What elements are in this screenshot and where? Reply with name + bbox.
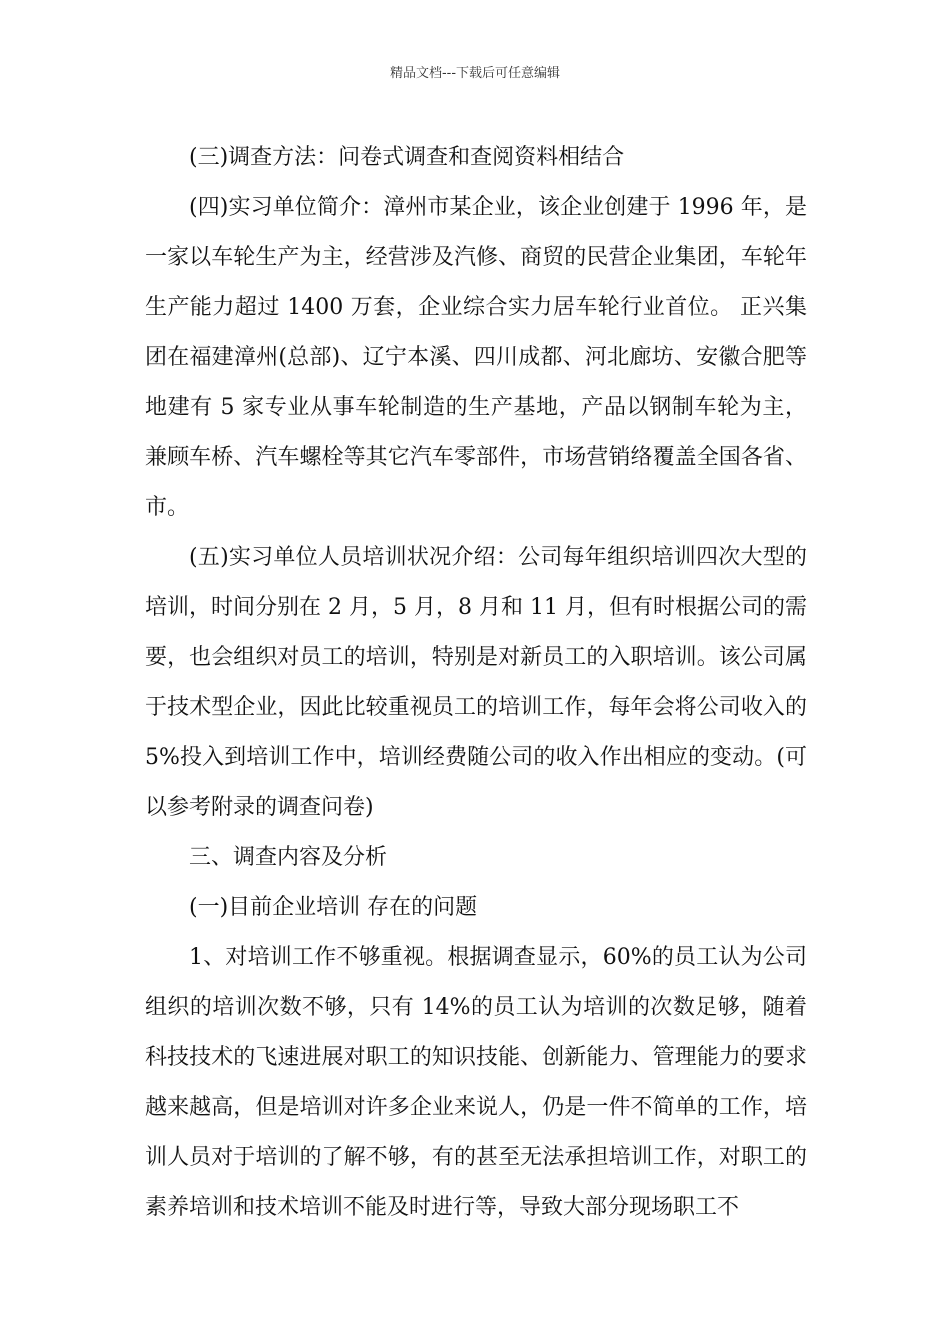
paragraph-company-profile: (四)实习单位简介：漳州市某企业，该企业创建于 1996 年，是一家以车轮生产为主，经营涉及汽修、商贸的民营企业集团，车轮年生产能力超过 1400 万套，企业综合实力居车轮行业首位。 正兴集团在福建漳州(总部)、辽宁本溪、四川成都、河北廊坊、安徽合肥等地建有 5 家专业从事车轮制造的生产基地，产品以钢制车轮为主，兼顾车桥、汽车螺栓等其它汽车零部件，市场营销络覆盖全国各省、市。 [145,195,807,520]
paragraph-training-overview: (五)实习单位人员培训状况介绍：公司每年组织培训四次大型的培训，时间分别在 2 月，5 月，8 月和 11 月，但有时根据公司的需要，也会组织对员工的培训，特别是对新员工的入职培训。该公司属于技术型企业，因此比较重视员工的培训工作，每年会将公司收入的 5%投入到培训工作中，培训经费随公司的收入作出相应的变动。(可以参考附录的调查问卷) [145,545,807,820]
subsection-heading-problems: (一)目前企业培训 存在的问题 [189,895,478,920]
paragraph-problem-1: 1、对培训工作不够重视。根据调查显示，60%的员工认为公司组织的培训次数不够，只有 14%的员工认为培训的次数足够，随着科技技术的飞速进展对职工的知识技能、创新能力、管理能力的要求越来越高，但是培训对许多企业来说人，仍是一件不简单的工作，培训人员对于培训的了解不够，有的甚至无法承担培训工作，对职工的素养培训和技术培训不能及时进行等，导致大部分现场职工不 [145,945,807,1220]
paragraph-survey-method: (三)调查方法：问卷式调查和查阅资料相结合 [189,145,625,170]
document-body [145,133,807,1233]
section-heading-analysis: 三、调查内容及分析 [189,845,388,870]
page-header: 精品文档---下载后可任意编辑 [389,66,561,81]
